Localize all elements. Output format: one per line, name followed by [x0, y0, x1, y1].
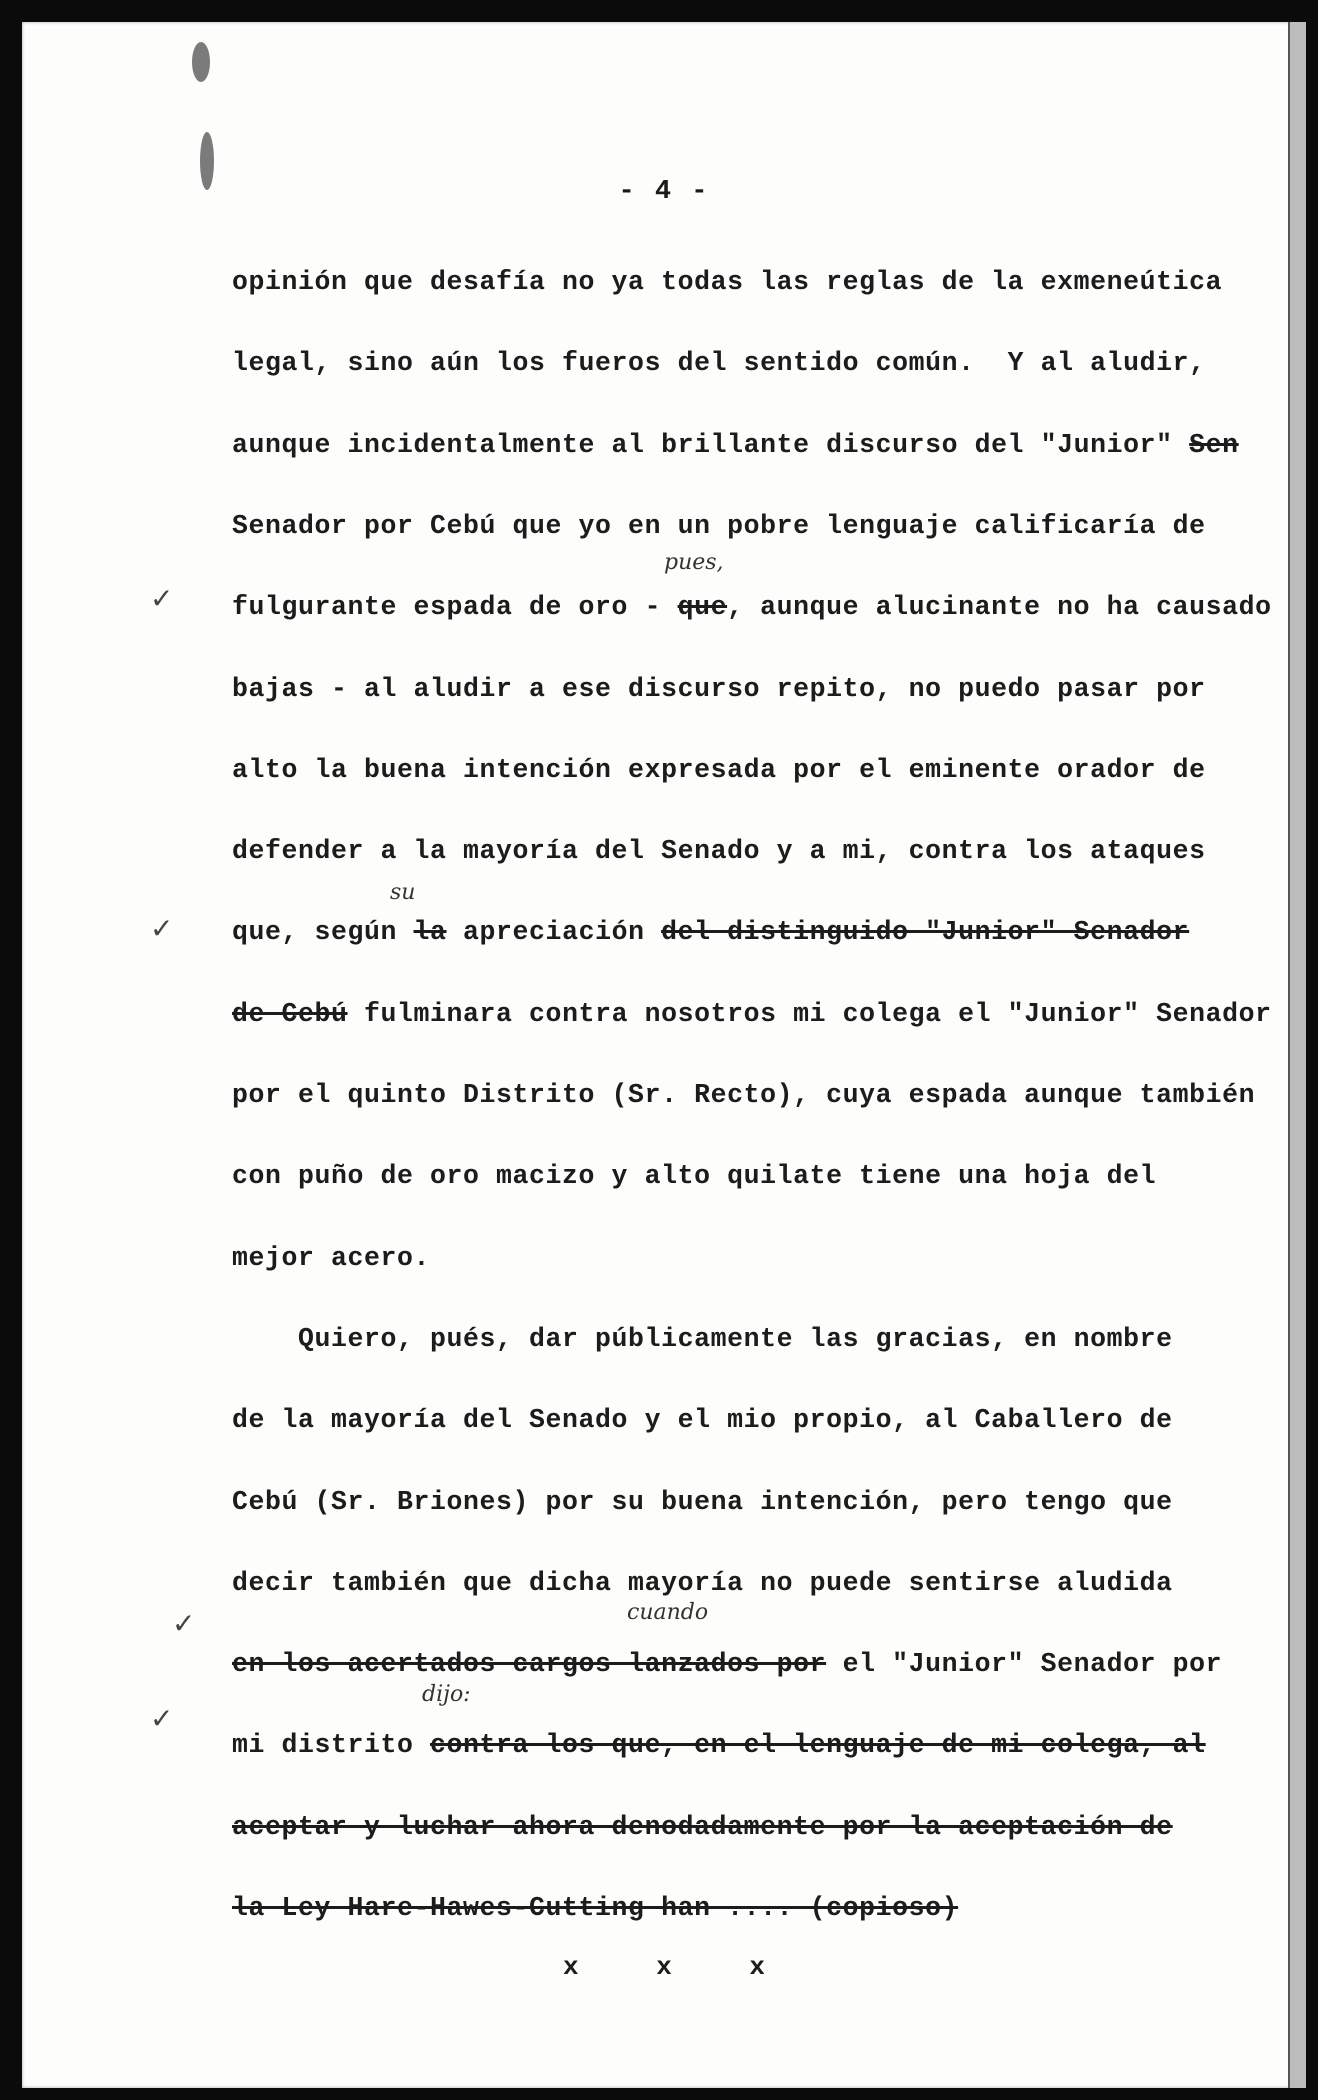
handwritten-annotation-su: su [390, 880, 416, 905]
struck-segment: que [677, 592, 728, 623]
text-segment: alto la buena intención expresada por el eminente orador de [232, 754, 1206, 785]
text-line [232, 1730, 1206, 1760]
text-line [232, 1812, 1173, 1842]
text-line [232, 674, 1206, 704]
text-segment: aunque incidentalmente al brillante discurso del "Junior" [232, 429, 1190, 460]
margin-check-mark: ✓ [172, 1607, 196, 1640]
text-segment: defender a la mayoría del Senado y a mi, contra los ataques [232, 836, 1206, 867]
text-line [232, 1080, 1255, 1110]
text-line [232, 1568, 1173, 1598]
page-edge-strip [1288, 22, 1306, 2088]
text-line [232, 999, 1272, 1029]
struck-segment: la [413, 917, 447, 948]
text-segment: decir también que dicha mayoría no puede sentirse aludida [232, 1567, 1173, 1598]
handwritten-annotation-cuando: cuando [627, 1600, 709, 1625]
text-segment: apreciación [446, 917, 662, 948]
text-line [232, 1893, 958, 1923]
struck-segment: del distinguido "Junior" Senador [661, 917, 1190, 948]
text-line [232, 917, 1189, 947]
margin-check-mark: ✓ [150, 912, 174, 945]
text-segment: que, según [232, 917, 414, 948]
text-segment: legal, sino aún los fueros del sentido común. Y al aludir, [232, 348, 1206, 379]
text-segment: fulminara contra nosotros mi colega el "Junior" Senador [347, 998, 1272, 1029]
struck-segment: la Ley Hare-Hawes-Cutting han .... (copioso) [232, 1893, 959, 1923]
page-number: - 4 - [618, 177, 710, 207]
closing-mark: x [562, 1952, 579, 1982]
text-line [232, 1243, 430, 1273]
text-segment: mi distrito [232, 1730, 431, 1761]
text-line [232, 511, 1206, 541]
text-segment: de la mayoría del Senado y el mio propio, al Caballero de [232, 1405, 1173, 1436]
text-line [232, 1405, 1173, 1435]
text-segment: bajas - al aludir a ese discurso repito, no puedo pasar por [232, 673, 1206, 704]
text-segment: por el quinto Distrito (Sr. Recto), cuya espada aunque también [232, 1080, 1256, 1110]
handwritten-annotation-dijo: dijo: [422, 1682, 471, 1707]
text-line [232, 348, 1206, 378]
closing-marks [22, 1952, 1306, 1982]
text-segment: fulgurante espada de oro - [232, 592, 678, 623]
struck-segment: de Cebú [232, 998, 348, 1029]
text-line [232, 755, 1206, 785]
handwritten-annotation-pues: pues, [664, 550, 724, 575]
text-segment: Quiero, pués, dar públicamente las gracias, en nombre [232, 1323, 1173, 1354]
text-line [232, 1649, 1222, 1679]
text-line [232, 1161, 1156, 1191]
closing-mark: x [749, 1952, 766, 1982]
text-segment: Cebú (Sr. Briones) por su buena intención, pero tengo que [232, 1486, 1173, 1517]
struck-segment: aceptar y luchar ahora denodadamente por la aceptación de [232, 1811, 1173, 1842]
text-segment: mejor acero. [232, 1242, 431, 1273]
text-line [232, 430, 1239, 460]
closing-mark: x [656, 1952, 672, 1982]
text-line [232, 592, 1272, 622]
struck-segment: en los acertados cargos lanzados por [232, 1649, 827, 1680]
struck-segment: Sen [1189, 429, 1239, 460]
text-segment: el "Junior" Senador por [826, 1649, 1223, 1680]
text-segment: , aunque alucinante no ha causado [727, 592, 1272, 623]
margin-check-mark: ✓ [150, 582, 174, 615]
text-line [232, 836, 1206, 866]
text-line [232, 267, 1222, 297]
text-segment: con puño de oro macizo y alto quilate tiene una hoja del [232, 1161, 1157, 1192]
struck-segment: contra los que, en el lenguaje de mi colega, al [430, 1730, 1206, 1761]
text-segment: Senador por Cebú que yo en un pobre lenguaje calificaría de [232, 510, 1206, 541]
ink-smudge [192, 42, 210, 82]
text-segment: opinión que desafía no ya todas las reglas de la exmeneútica [232, 267, 1223, 297]
text-line [232, 1487, 1173, 1517]
text-line [232, 1324, 1173, 1354]
margin-check-mark: ✓ [150, 1702, 174, 1735]
document-page [22, 22, 1306, 2088]
